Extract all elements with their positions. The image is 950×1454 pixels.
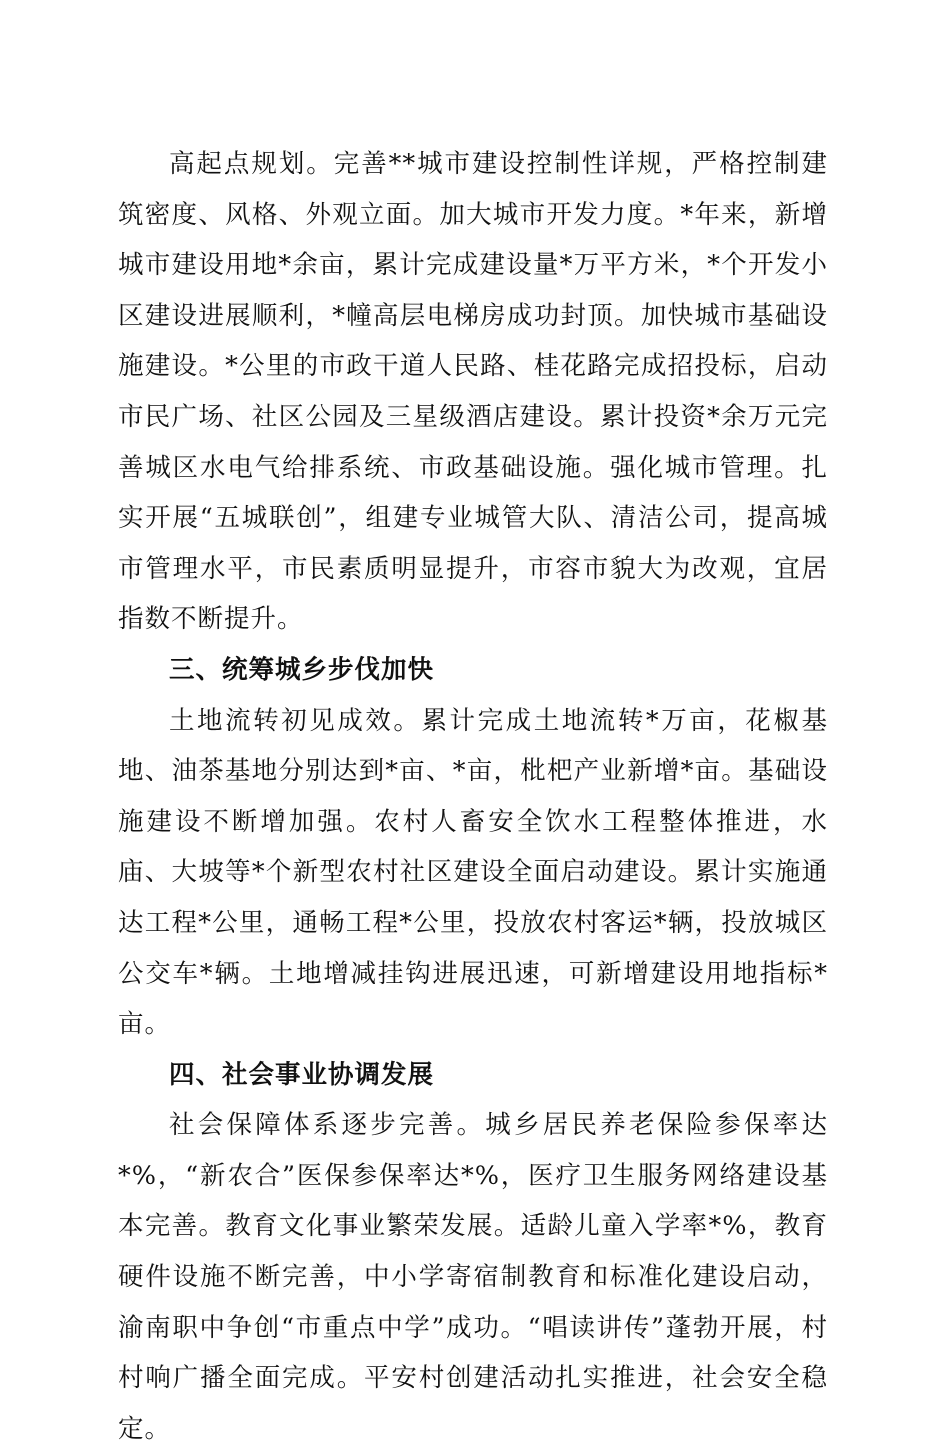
paragraph-urban-planning: 高起点规划。完善**城市建设控制性详规，严格控制建筑密度、风格、外观立面。加大城市开发力度。*年来，新增城市建设用地*余亩，累计完成建设量*万平方米，*个开发小区建设进展顺利，*幢高层电梯房成功封顶。加快城市基础设施建设。*公里的市政干道人民路、桂花路完成招投标，启动市民广场、社区公园及三星级酒店建设。累计投资*余万元完善城区水电气给排系统、市政基础设施。强化城市管理。扎实开展“五城联创”，组建专业城管大队、清洁公司，提高城市管理水平，市民素质明显提升，市容市貌大为改观，宜居指数不断提升。 [118, 149, 828, 635]
paragraph-social-affairs: 社会保障体系逐步完善。城乡居民养老保险参保率达*%，“新农合”医保参保率达*%，医疗卫生服务网络建设基本完善。教育文化事业繁荣发展。适龄儿童入学率*%，教育硬件设施不断完善，中小学寄宿制教育和标准化建设启动，渝南职中争创“市重点中学”成功。“唱读讲传”蓬勃开展，村村响广播全面完成。平安村创建活动扎实推进，社会安全稳定。 [118, 1110, 828, 1444]
section-heading-4: 四、社会事业协调发展 [169, 1059, 435, 1090]
section-heading-3: 三、统筹城乡步伐加快 [169, 654, 435, 685]
paragraph-urban-rural: 土地流转初见成效。累计完成土地流转*万亩，花椒基地、油茶基地分别达到*亩、*亩，枇杷产业新增*亩。基础设施建设不断增加强。农村人畜安全饮水工程整体推进，水庙、大坡等*个新型农村社区建设全面启动建设。累计实施通达工程*公里，通畅工程*公里，投放农村客运*辆，投放城区公交车*辆。土地增减挂钩进展迅速，可新增建设用地指标*亩。 [118, 705, 828, 1040]
document-body [118, 139, 828, 1454]
